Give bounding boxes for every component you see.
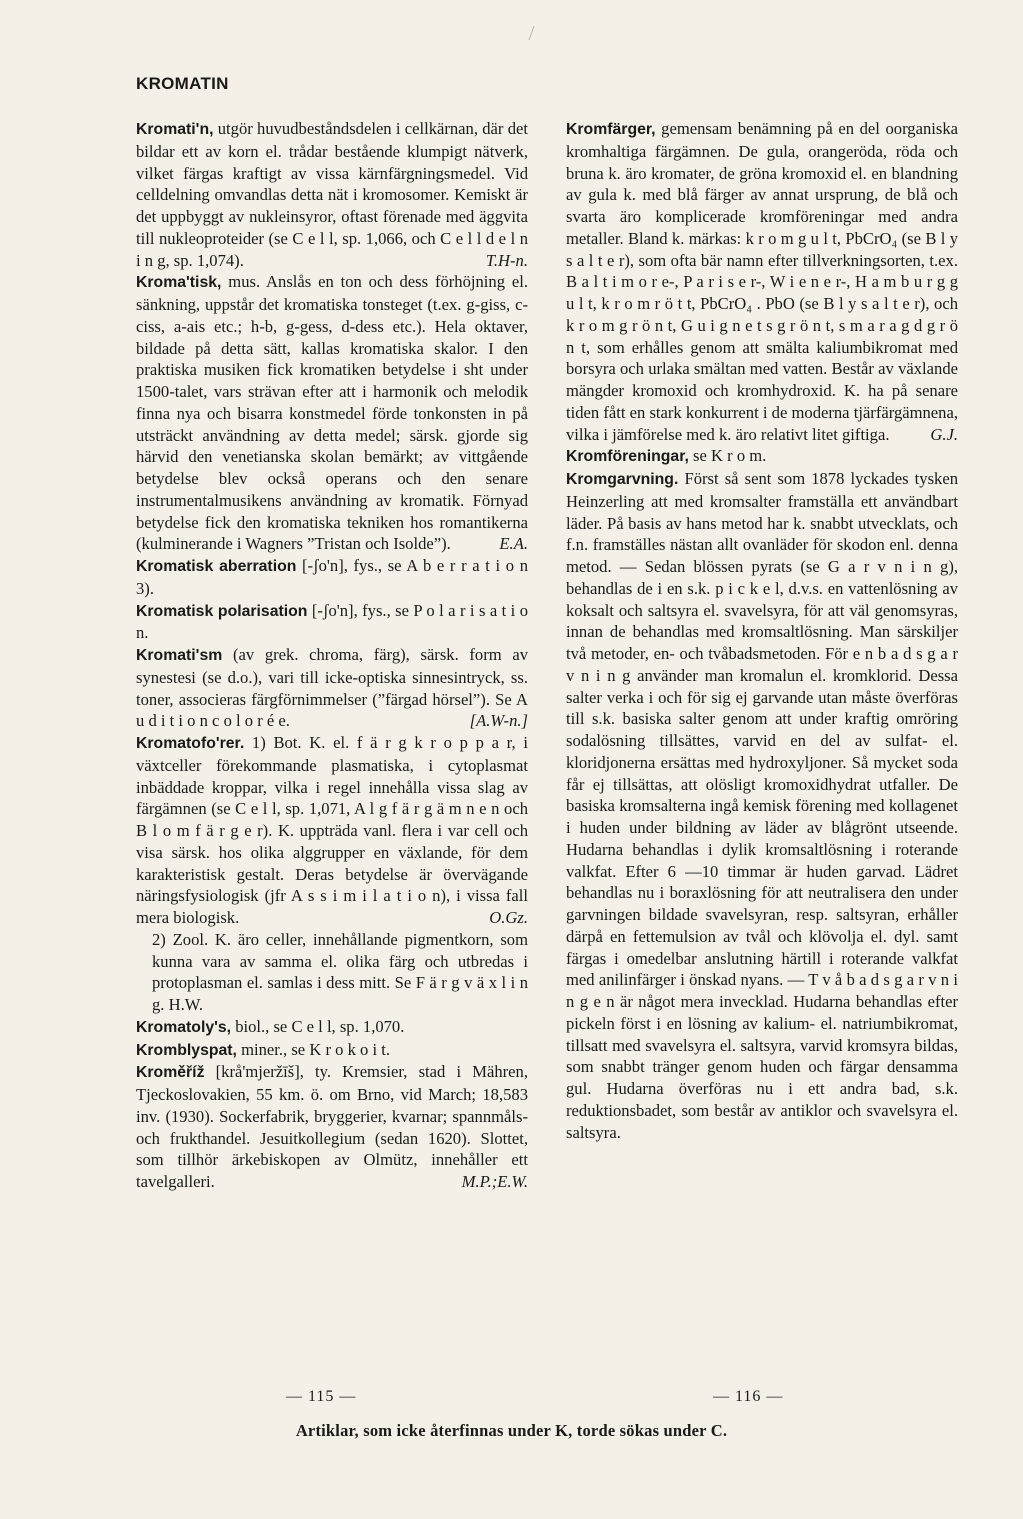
- running-head: KROMATIN: [136, 74, 229, 93]
- entry-text: utgör huvudbeståndsdelen i cellkärnan, där det bildar ett av korn el. trådar bestående klumpigt nätverk, vilket färgas kraftigt av vissa kärnfärgningsmedel. Vid celldelning omvandlas detta nät i kromosomer. Kemiskt är det uppbyggt av nukleinsyror, oftast förenade med äggvita till nukleoproteider (se C e l l, sp. 1,066, och C e l l d e l n i n g, sp. 1,074).: [136, 119, 528, 270]
- dictionary-entry: [136, 555, 528, 600]
- page-number-left: — 115 —: [286, 1388, 357, 1405]
- entry-headword: Kromatoly's,: [136, 1018, 232, 1036]
- dictionary-entry: [136, 644, 528, 732]
- entry-text: mus. Anslås en ton och dess förhöjning el. sänkning, uppstår det kromatiska tonsteget (t.ex. g-giss, c-ciss, a-ais etc.; h-b, g-gess, d-dess etc.). Hela oktaver, bildade på detta sätt, kallas kromatiska skalor. I den praktiska musiken fick kromatiken betydelse i sht under 1500-talet, vars strävan efter att i harmonik och melodik finna nya och bisarra konstmedel förde tonkonsten in på utsträckt användning av detta medel; särsk. gjorde sig härvid den venetianska skolan bemärkt; av vittgående betydelse blev också operans och den senare instrumentalmusikens användning av kromatik. Förnyad betydelse fick den kromatiska tekniken hos romantikerna (kulminerande i Wagners ”Tristan och Isolde”).: [136, 272, 528, 554]
- entry-headword: Kroměříž: [136, 1064, 205, 1082]
- entry-headword: Kromfärger,: [566, 121, 656, 138]
- entry-text: Först så sent som 1878 lyckades tysken Heinzerling att med kromsalter framställa ett användbart läder. På basis av hans metod har k. snabbt utvecklats, och f.n. framställes nästan allt ovanläder för skodon enl. denna metod. — Sedan blössen pyrats (se G a r v n i n g), behandlas de i en s.k. p i c k e l, d.v.s. en vattenlösning av koksalt och saltsyra el. svavelsyra, för att väl genomsyras, innan de behandlas med kromsaltlösning. Man särskiljer två metoder, en- och tvåbadsmetoden. För e n b a d s g a r v n i n g använder man kromalun el. kromklorid. Dessa salter verka i och för sig ej garvande utan måste överföras till s.k. basiska salter genom att under kraftig omröring sodalösning tillsättes, varvid en del av sulfat- el. kloridjonerna ersättas med hydroxyljoner. Så mycket soda får ej tillsättas, att olösligt kromoxidhydrat utfaller. De basiska kromsalterna ingå kemisk förening med kollagenet i huden under bildning av läder av blågrönt utseende. Hudarna behandlas i dylik kromsaltlösning i roterande valkfat. Efter 6 —10 timmar är huden garvad. Lädret behandlas nu i boraxlösning för att neutralisera den under garvningen bildade svavelsyran, resp. saltsyran, erhåller därpå en fettemulsion av tvål och klövolja el. dyl. samt färgas i omedelbar anslutning härtill i roterande valkfat med anilinfärger i önskad nyans. — T v å b a d s g a r v n i n g e n är något mera invecklad. Hudarna behandlas efter pickeln först i en lösning av kalium- el. natriumbikromat, tillsatt med svavelsyra el. saltsyra, varvid kromsyra bildas, som snabbt tränger genom huden och färgar densamma gul. Hudarna överföras nu i ett andra bad, s.k. reduktionsbadet, som består av antiklor och svavelsyra el. saltsyra.: [566, 469, 958, 1142]
- entry-headword: Kromati'n,: [136, 121, 214, 138]
- author-signature: O.Gz.: [489, 908, 528, 927]
- entry-text: [-ʃo'n], fys., se A b e r r a t i o n 3).: [136, 556, 528, 598]
- entry-text: [-ʃo'n], fys., se P o l a r i s a t i o n.: [136, 600, 528, 643]
- entry-text: gemensam benämning på en del oorganiska kromhaltiga färgämnen. De gula, orangeröda, röda och bruna k. äro kromater, de gröna kromoxid el. en blandning av gula k. med blå färger av annat ursprung, de blå och svarta äro komplicerade kromföreningar med andra metaller. Bland k. märkas: k r o m g u l t, PbCrO₄ (se B l y s a l t e r), som ofta bär namn efter tillverkningsorten, t.ex. B a l t i m o r e-, P a r i s e r-, W i e n e r-, H a m b u r g g u l t, k r o m r ö t t, PbCrO₄ . PbO (se B l y s a l t e r), och k r o m g r ö n t, G u i g n e t s g r ö n t, s m a r a g d g r ö n t, som erhålles genom att smälta kaliumbikromat med borsyra och urlaka smältan med vatten. Består av växlande mängder kromoxid och kromhydroxid. K. ha på senare tiden fått en stark konkurrent i de moderna tjärfärgämnena, vilka i jämförelse med k. äro relativt litet giftiga.: [566, 119, 958, 444]
- entry-text: [krå'mjeržīš], ty. Kremsier, stad i Mähren, Tjeckoslovakien, 55 km. ö. om Brno, vid March; 18,583 inv. (1930). Sockerfabrik, bryggerier, kvarnar; spannmåls- och frukthandel. Jesuitkollegium (sedan 1620). Slottet, som tillhör ärkebiskopen av Olmütz, innehåller ett tavelgalleri.: [136, 1062, 528, 1191]
- author-signature: T.H-n.: [485, 250, 528, 270]
- dictionary-entry: [136, 732, 528, 929]
- entry-headword: Kromatisk polarisation: [136, 602, 308, 620]
- dictionary-entry: [136, 1039, 528, 1062]
- dictionary-entry: [136, 118, 528, 271]
- author-signature: M.P.;E.W.: [461, 1172, 528, 1191]
- author-signature: H.W.: [168, 995, 204, 1014]
- page-number-right: — 116 —: [713, 1388, 784, 1405]
- dictionary-entry: [566, 445, 958, 468]
- right-column: [566, 118, 958, 1143]
- entry-headword: Kromföreningar,: [566, 448, 689, 466]
- entry-text: biol., se C e l l, sp. 1,070.: [235, 1016, 405, 1036]
- dictionary-entry: [136, 929, 528, 1016]
- entry-text: 1) Bot. K. el. f ä r g k r o p p a r, i växtceller förekommande plasmatiska, i cytoplasmat inbäddade kroppar, vilka i regel innehålla vissa slag av färgämnen (se C e l l, sp. 1,071, A l g f ä r g ä m n e n och B l o m f ä r g e r). K. uppträda vanl. flera i var cell och visa särsk. hos olika alggrupper en växlande, för dem karakteristisk gestalt. Deras betydelse är övervägande näringsfysiologisk (jfr A s s i m i l a t i o n), i vissa fall mera biologisk.: [136, 733, 528, 927]
- dictionary-entry: [136, 1061, 528, 1193]
- dictionary-entry: [566, 118, 958, 445]
- entry-text: (av grek. chroma, färg), särsk. form av synestesi (se d.o.), vari till icke-optiska sinnesintryck, ss. toner, associeras färgförnimmelser (”färgad hörsel”). Se A u d i t i o n c o l o r é e.: [136, 645, 529, 731]
- dictionary-entry: [566, 468, 958, 1143]
- entry-headword: Kromati'sm: [136, 647, 223, 664]
- entry-headword: Kroma'tisk,: [136, 274, 222, 292]
- left-column: [136, 118, 528, 1193]
- entry-text: se K r o m.: [693, 446, 767, 466]
- entry-headword: Kromatisk aberration: [136, 558, 297, 575]
- entry-headword: Kromgarvning.: [566, 471, 679, 488]
- author-signature: G.J.: [930, 424, 958, 444]
- entry-text: miner., se K r o k o i t.: [241, 1039, 390, 1059]
- entry-text: 2) Zool. K. äro celler, innehållande pigmentkorn, som kunna vara av samma el. olika färg och utbredas i protoplasman el. samlas i dess mitt. Se F ä r g v ä x l i n g.: [152, 929, 528, 1014]
- dictionary-entry: [136, 1016, 528, 1039]
- pencil-mark: [518, 26, 534, 40]
- footer-note: Artiklar, som icke återfinnas under K, torde sökas under C.: [295, 1421, 728, 1440]
- dictionary-entry: [136, 600, 528, 645]
- entry-headword: Kromblyspat,: [136, 1041, 237, 1059]
- author-signature: E.A.: [499, 534, 528, 554]
- entry-headword: Kromatofo'rer.: [136, 735, 245, 752]
- author-signature: [A.W-n.]: [469, 711, 528, 731]
- dictionary-entry: [136, 271, 528, 555]
